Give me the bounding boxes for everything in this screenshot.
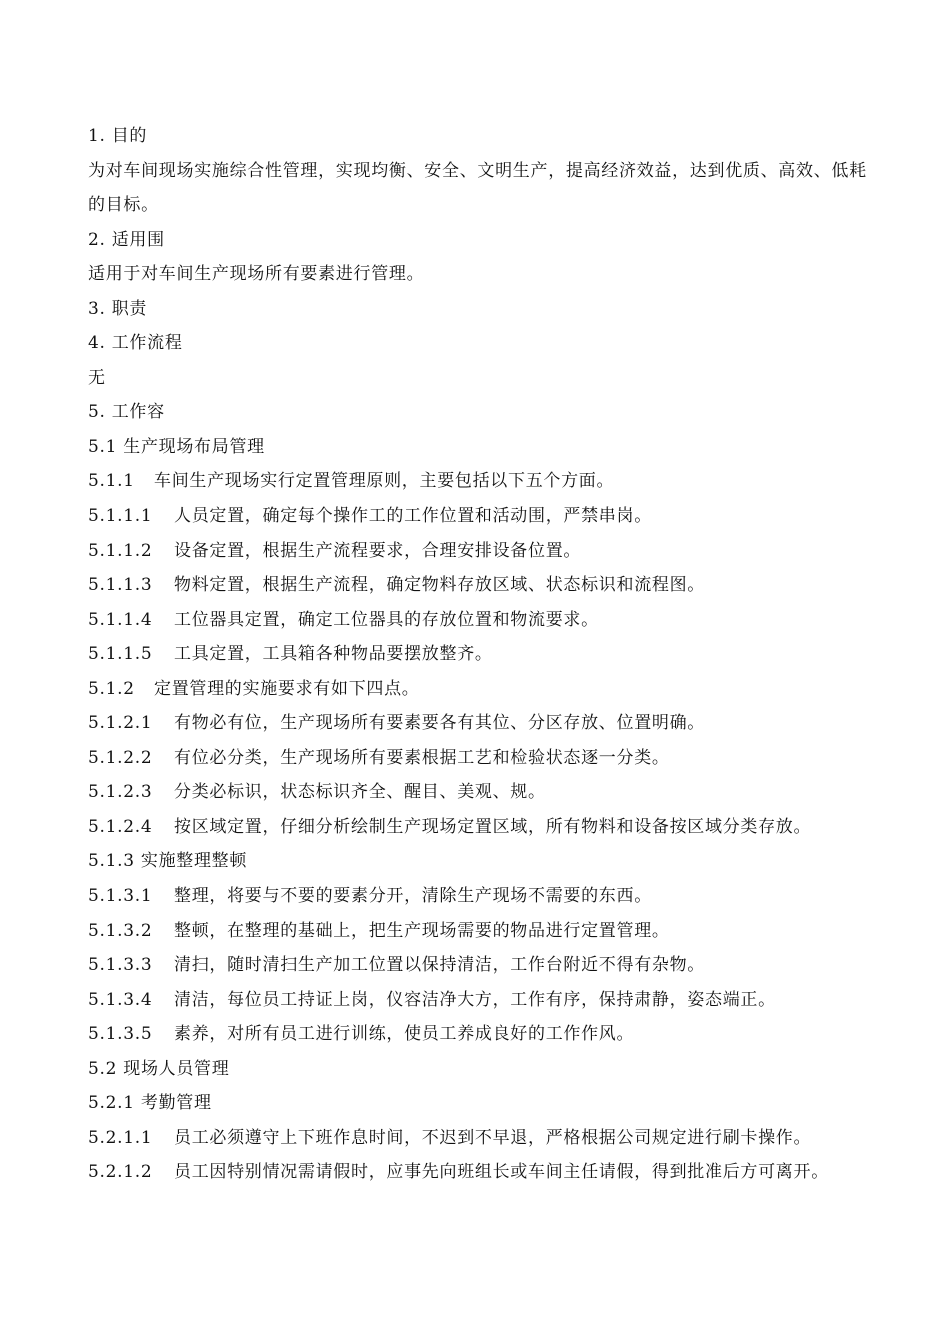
item-5-1-2-2 bbox=[88, 741, 878, 776]
paragraph-purpose: 为对车间现场实施综合性管理，实现均衡、安全、文明生产，提高经济效益，达到优质、高效、低耗的目标。 bbox=[88, 160, 867, 216]
item-number: 5.1.2 bbox=[88, 678, 135, 699]
section-number: 1. bbox=[88, 126, 106, 146]
item-5-1-1-2 bbox=[88, 534, 878, 569]
item-text: 车间生产现场实行定置管理原则，主要包括以下五个方面。 bbox=[154, 471, 615, 492]
item-5-1-1-1 bbox=[88, 499, 878, 534]
section-number: 5. bbox=[88, 402, 106, 423]
item-text: 清扫，随时清扫生产加工位置以保持清洁，工作台附近不得有杂物。 bbox=[174, 955, 705, 976]
item-text: 整顿，在整理的基础上，把生产现场需要的物品进行定置管理。 bbox=[174, 920, 670, 941]
item-text: 设备定置，根据生产流程要求，合理安排设备位置。 bbox=[174, 540, 582, 561]
item-text: 定置管理的实施要求有如下四点。 bbox=[154, 678, 420, 699]
item-5-2-1-1 bbox=[88, 1121, 878, 1156]
section-heading-5-1-3 bbox=[88, 844, 878, 879]
item-5-1-2-4 bbox=[88, 810, 878, 845]
item-text: 员工必须遵守上下班作息时间，不迟到不早退，严格根据公司规定进行刷卡操作。 bbox=[174, 1127, 812, 1148]
section-title: 目的 bbox=[111, 126, 148, 146]
item-number: 5.1.1.1 bbox=[88, 506, 153, 527]
section-title: 工作流程 bbox=[111, 333, 183, 354]
item-text: 分类必标识，状态标识齐全、醒目、美观、规。 bbox=[174, 782, 546, 803]
section-number: 3. bbox=[88, 298, 106, 319]
item-number: 5.1.2.1 bbox=[88, 713, 153, 734]
item-5-1-3-3 bbox=[88, 948, 878, 983]
document-body bbox=[88, 119, 878, 1190]
item-5-1-2-3 bbox=[88, 775, 878, 810]
section-heading-content bbox=[88, 395, 878, 430]
item-5-1-2 bbox=[88, 672, 878, 707]
item-text: 按区域定置，仔细分析绘制生产现场定置区域，所有物料和设备按区域分类存放。 bbox=[174, 816, 812, 837]
item-5-2-1-2 bbox=[88, 1155, 878, 1190]
section-number: 5.1.3 bbox=[88, 851, 135, 872]
item-5-1-1-4 bbox=[88, 603, 878, 638]
section-number: 5.1 bbox=[88, 436, 118, 457]
paragraph-workflow: 无 bbox=[88, 367, 106, 388]
paragraph-scope: 适用于对车间生产现场所有要素进行管理。 bbox=[88, 264, 425, 285]
item-number: 5.1.2.2 bbox=[88, 747, 153, 768]
item-text: 员工因特别情况需请假时，应事先向班组长或车间主任请假，得到批准后方可离开。 bbox=[174, 1162, 829, 1183]
item-text: 工位器具定置，确定工位器具的存放位置和物流要求。 bbox=[174, 609, 599, 630]
item-number: 5.2.1.2 bbox=[88, 1162, 153, 1183]
section-number: 5.2 bbox=[88, 1058, 118, 1079]
section-heading-5-1 bbox=[88, 430, 878, 465]
item-5-1-3-5 bbox=[88, 1017, 878, 1052]
section-title: 适用围 bbox=[111, 229, 165, 250]
item-5-1-1 bbox=[88, 464, 878, 499]
section-heading-workflow bbox=[88, 326, 878, 361]
item-5-1-3-4 bbox=[88, 983, 878, 1018]
item-text: 整理，将要与不要的要素分开，清除生产现场不需要的东西。 bbox=[174, 886, 652, 907]
section-heading-5-2 bbox=[88, 1052, 878, 1087]
section-title: 现场人员管理 bbox=[123, 1058, 230, 1079]
section-heading-purpose bbox=[88, 119, 878, 154]
item-number: 5.1.2.3 bbox=[88, 782, 153, 803]
item-number: 5.1.2.4 bbox=[88, 816, 153, 837]
item-number: 5.1.3.5 bbox=[88, 1024, 153, 1045]
section-heading-5-2-1 bbox=[88, 1086, 878, 1121]
item-text: 清洁，每位员工持证上岗，仪容洁净大方，工作有序，保持肃静，姿态端正。 bbox=[174, 989, 776, 1010]
section-heading-responsibility bbox=[88, 292, 878, 327]
section-number: 2. bbox=[88, 229, 106, 250]
item-text: 工具定置，工具箱各种物品要摆放整齐。 bbox=[174, 644, 493, 665]
item-text: 有物必有位，生产现场所有要素要各有其位、分区存放、位置明确。 bbox=[174, 713, 705, 734]
section-title: 考勤管理 bbox=[140, 1093, 212, 1114]
section-number: 5.2.1 bbox=[88, 1093, 135, 1114]
item-5-1-3-1 bbox=[88, 879, 878, 914]
item-number: 5.1.3.1 bbox=[88, 886, 153, 907]
item-number: 5.1.3.2 bbox=[88, 920, 153, 941]
item-number: 5.1.3.4 bbox=[88, 989, 153, 1010]
item-5-1-1-3 bbox=[88, 568, 878, 603]
item-number: 5.2.1.1 bbox=[88, 1127, 153, 1148]
item-text: 人员定置，确定每个操作工的工作位置和活动围，严禁串岗。 bbox=[174, 506, 652, 527]
item-5-1-3-2 bbox=[88, 914, 878, 949]
section-title: 职责 bbox=[111, 298, 148, 319]
item-number: 5.1.1.4 bbox=[88, 609, 153, 630]
item-text: 物料定置，根据生产流程，确定物料存放区域、状态标识和流程图。 bbox=[174, 575, 705, 596]
item-number: 5.1.1.5 bbox=[88, 644, 153, 665]
item-number: 5.1.1.3 bbox=[88, 575, 153, 596]
item-5-1-1-5 bbox=[88, 637, 878, 672]
item-number: 5.1.1 bbox=[88, 471, 135, 492]
section-title: 生产现场布局管理 bbox=[123, 436, 265, 457]
section-heading-scope bbox=[88, 223, 878, 258]
item-number: 5.1.3.3 bbox=[88, 955, 153, 976]
item-number: 5.1.1.2 bbox=[88, 540, 153, 561]
section-title: 实施整理整顿 bbox=[140, 851, 248, 872]
item-text: 有位必分类，生产现场所有要素根据工艺和检验状态逐一分类。 bbox=[174, 747, 670, 768]
section-title: 工作容 bbox=[111, 402, 165, 423]
section-number: 4. bbox=[88, 333, 106, 354]
item-5-1-2-1 bbox=[88, 706, 878, 741]
item-text: 素养，对所有员工进行训练，使员工养成良好的工作作风。 bbox=[174, 1024, 635, 1045]
